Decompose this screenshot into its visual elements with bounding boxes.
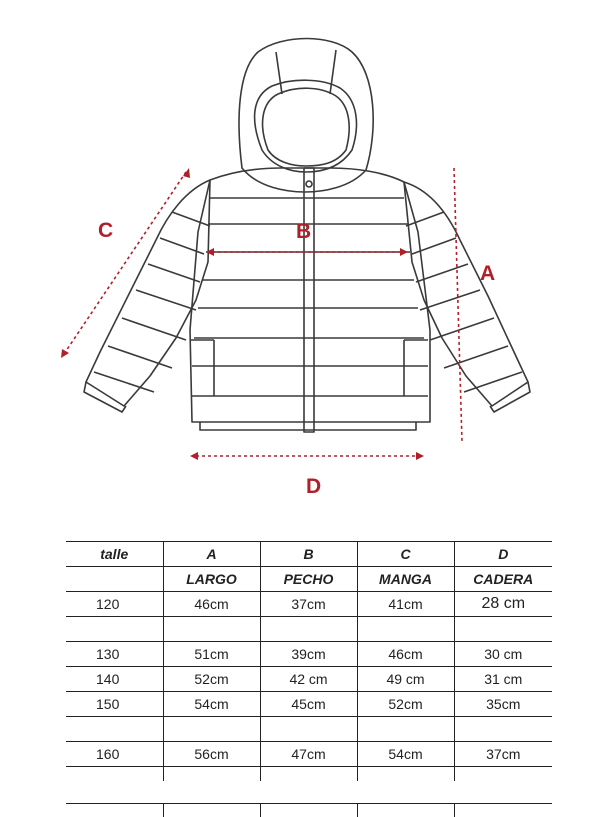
pecho-cell xyxy=(260,617,357,642)
subheader-blank xyxy=(66,567,163,592)
size-cell xyxy=(66,717,163,742)
table-subheader-row xyxy=(66,567,552,592)
manga-cell: 52cm xyxy=(357,692,454,717)
size-cell: 120 xyxy=(66,592,163,617)
table-row xyxy=(66,692,552,717)
size-cell: 150 xyxy=(66,692,163,717)
table-row xyxy=(66,617,552,642)
pecho-cell: 47cm xyxy=(260,742,357,767)
table-row xyxy=(66,742,552,767)
header-col-d: D xyxy=(454,542,552,567)
manga-cell: 54cm xyxy=(357,742,454,767)
size-cell: 140 xyxy=(66,667,163,692)
pecho-cell: 39cm xyxy=(260,642,357,667)
cadera-cell: 31 cm xyxy=(454,667,552,692)
subheader-largo: LARGO xyxy=(163,567,260,592)
largo-cell: 51cm xyxy=(163,642,260,667)
manga-cell xyxy=(357,717,454,742)
dimension-b-label: B xyxy=(296,220,312,243)
largo-cell: 52cm xyxy=(163,667,260,692)
dimension-a-label: A xyxy=(480,262,496,285)
table-row-empty xyxy=(66,767,552,782)
pecho-cell: 45cm xyxy=(260,692,357,717)
dimension-a-line xyxy=(454,168,462,442)
size-chart-table xyxy=(66,541,552,781)
pecho-cell: 37cm xyxy=(260,592,357,617)
cadera-cell: 35cm xyxy=(454,692,552,717)
size-cell: 160 xyxy=(66,742,163,767)
cadera-cell: 28 cm xyxy=(454,592,552,617)
dimension-c-label: C xyxy=(98,219,114,242)
largo-cell: 46cm xyxy=(163,592,260,617)
size-cell xyxy=(66,617,163,642)
table-row xyxy=(66,642,552,667)
largo-cell xyxy=(163,717,260,742)
dimension-d-label: D xyxy=(306,475,322,498)
largo-cell: 56cm xyxy=(163,742,260,767)
subheader-manga: MANGA xyxy=(357,567,454,592)
subheader-pecho: PECHO xyxy=(260,567,357,592)
cadera-cell: 37cm xyxy=(454,742,552,767)
cadera-cell xyxy=(454,617,552,642)
largo-cell xyxy=(163,617,260,642)
table-row xyxy=(66,592,552,617)
table-row xyxy=(66,667,552,692)
table-row xyxy=(66,717,552,742)
manga-cell: 49 cm xyxy=(357,667,454,692)
header-size-label: talle xyxy=(66,542,163,567)
cadera-cell xyxy=(454,717,552,742)
header-col-b: B xyxy=(260,542,357,567)
table-header-row xyxy=(66,542,552,567)
zipper xyxy=(304,168,314,432)
header-col-a: A xyxy=(163,542,260,567)
dimension-c-line xyxy=(64,172,186,354)
cadera-cell: 30 cm xyxy=(454,642,552,667)
largo-cell: 54cm xyxy=(163,692,260,717)
size-cell: 130 xyxy=(66,642,163,667)
table-tail-divider xyxy=(66,803,552,817)
manga-cell xyxy=(357,617,454,642)
manga-cell: 46cm xyxy=(357,642,454,667)
header-col-c: C xyxy=(357,542,454,567)
body-outline xyxy=(190,168,430,422)
manga-cell: 41cm xyxy=(357,592,454,617)
pecho-cell xyxy=(260,717,357,742)
subheader-cadera: CADERA xyxy=(454,567,552,592)
hood-opening xyxy=(255,80,357,172)
pecho-cell: 42 cm xyxy=(260,667,357,692)
